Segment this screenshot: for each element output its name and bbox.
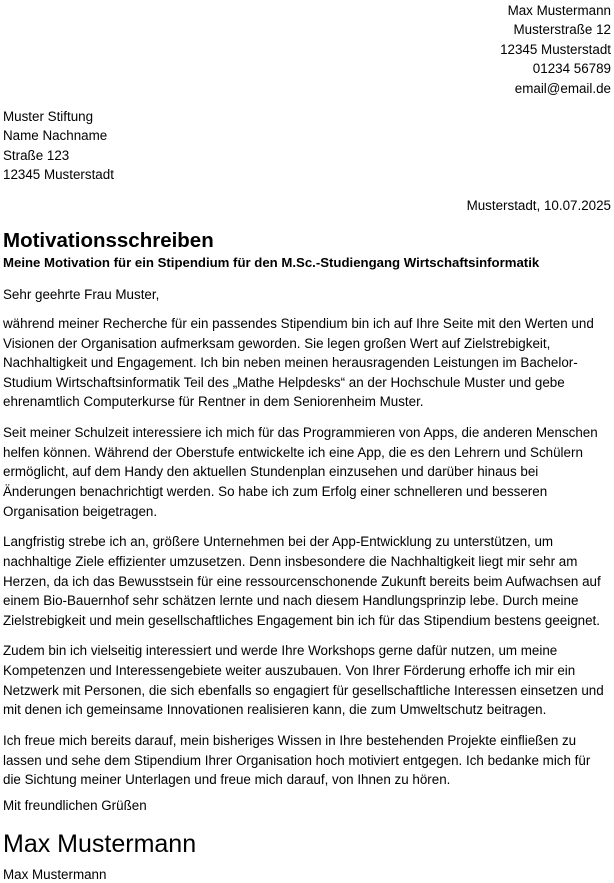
letter-body <box>3 314 609 801</box>
body-paragraph: Ich freue mich bereits darauf, mein bisheriges Wissen in Ihre bestehenden Projekte einfließen zu lassen und sehe dem Stipendium Ihrer Organisation hoch motiviert entgegen. Ich bedanke mich für die Sichtung meiner Unterlagen und freue mich darauf, von Ihnen zu hören. <box>3 733 591 788</box>
body-paragraph: Seit meiner Schulzeit interessiere ich mich für das Programmieren von Apps, die anderen Menschen helfen können. Während der Oberstufe entwickelte ich eine App, die es den Lehrern und Schülern ermöglicht, auf dem Handy den aktuellen Stundenplan einzusehen und darüber hinaus bei Änderungen benachrichtigt werden. So habe ich zum Erfolg einer schnelleren und besseren Organisation beigetragen. <box>3 425 598 519</box>
salutation: Sehr geehrte Frau Muster, <box>3 287 160 302</box>
sender-city: 12345 Musterstadt <box>500 41 611 57</box>
body-paragraph: Langfristig strebe ich an, größere Unternehmen bei der App-Entwicklung zu unterstützen, um nachhaltige Ziele effizienter umzusetzen. Denn insbesondere die Nachhaltigkeit liegt mir sehr am Herzen, da ich das Bewusstsein für eine ressourcenschonende Zukunft bereits beim Aufwachsen auf einem Bio-Bauernhof sehr schätzen lernte und nach diesem Handlungsprinzip lebe. Durch meine Zielstrebigkeit und mein gesellschaftliches Engagement bin ich für das Stipendium bestens geeignet. <box>3 534 601 628</box>
sender-phone: 01234 56789 <box>532 61 611 77</box>
body-paragraph: Zudem bin ich vielseitig interessiert und werde Ihre Workshops gerne dafür nutzen, um meine Kompetenzen und Interessengebiete weiter auszubauen. Von Ihrer Förderung erhoffe ich mir ein Netzwerk mit Personen, die sich ebenfalls so engagiert für gesellschaftliche Interessen einsetzen und mit denen ich gemeinsame Innovationen realisieren kann, die zum Umweltschutz beitragen. <box>3 643 604 718</box>
recipient-organization: Muster Stiftung <box>3 109 94 124</box>
letter-subtitle: Meine Motivation für ein Stipendium für den M.Sc.-Studiengang Wirtschaftsinformatik <box>3 255 540 270</box>
sender-street: Musterstraße 12 <box>513 22 611 38</box>
recipient-street: Straße 123 <box>3 147 70 163</box>
sender-address-block <box>500 1 611 98</box>
letter-date: Musterstadt, 10.07.2025 <box>466 198 611 213</box>
signature: Max Mustermann <box>3 830 197 858</box>
letter-title: Motivationsschreiben <box>3 229 214 252</box>
sender-name: Max Mustermann <box>507 3 611 18</box>
sender-email: email@email.de <box>514 80 611 96</box>
recipient-city: 12345 Musterstadt <box>3 166 114 182</box>
typed-name: Max Mustermann <box>3 867 107 882</box>
closing-phrase: Mit freundlichen Grüßen <box>3 798 147 813</box>
body-paragraph: während meiner Recherche für ein passendes Stipendium bin ich auf Ihre Seite mit den Werten und Visionen der Organisation aufmerksam geworden. Sie legen großen Wert auf Zielstrebigkeit, Nachhaltigkeit und Engagement. Ich bin neben meinen herausragenden Leistungen im Bachelor-Studium Wirtschaftsinformatik Teil des „Mathe Helpdesks“ an der Hochschule Muster und gebe ehrenamtlich Computerkurse für Rentner in dem Seniorenheim Muster. <box>3 316 594 410</box>
recipient-address-block <box>3 107 114 184</box>
recipient-contact: Name Nachname <box>3 128 108 144</box>
